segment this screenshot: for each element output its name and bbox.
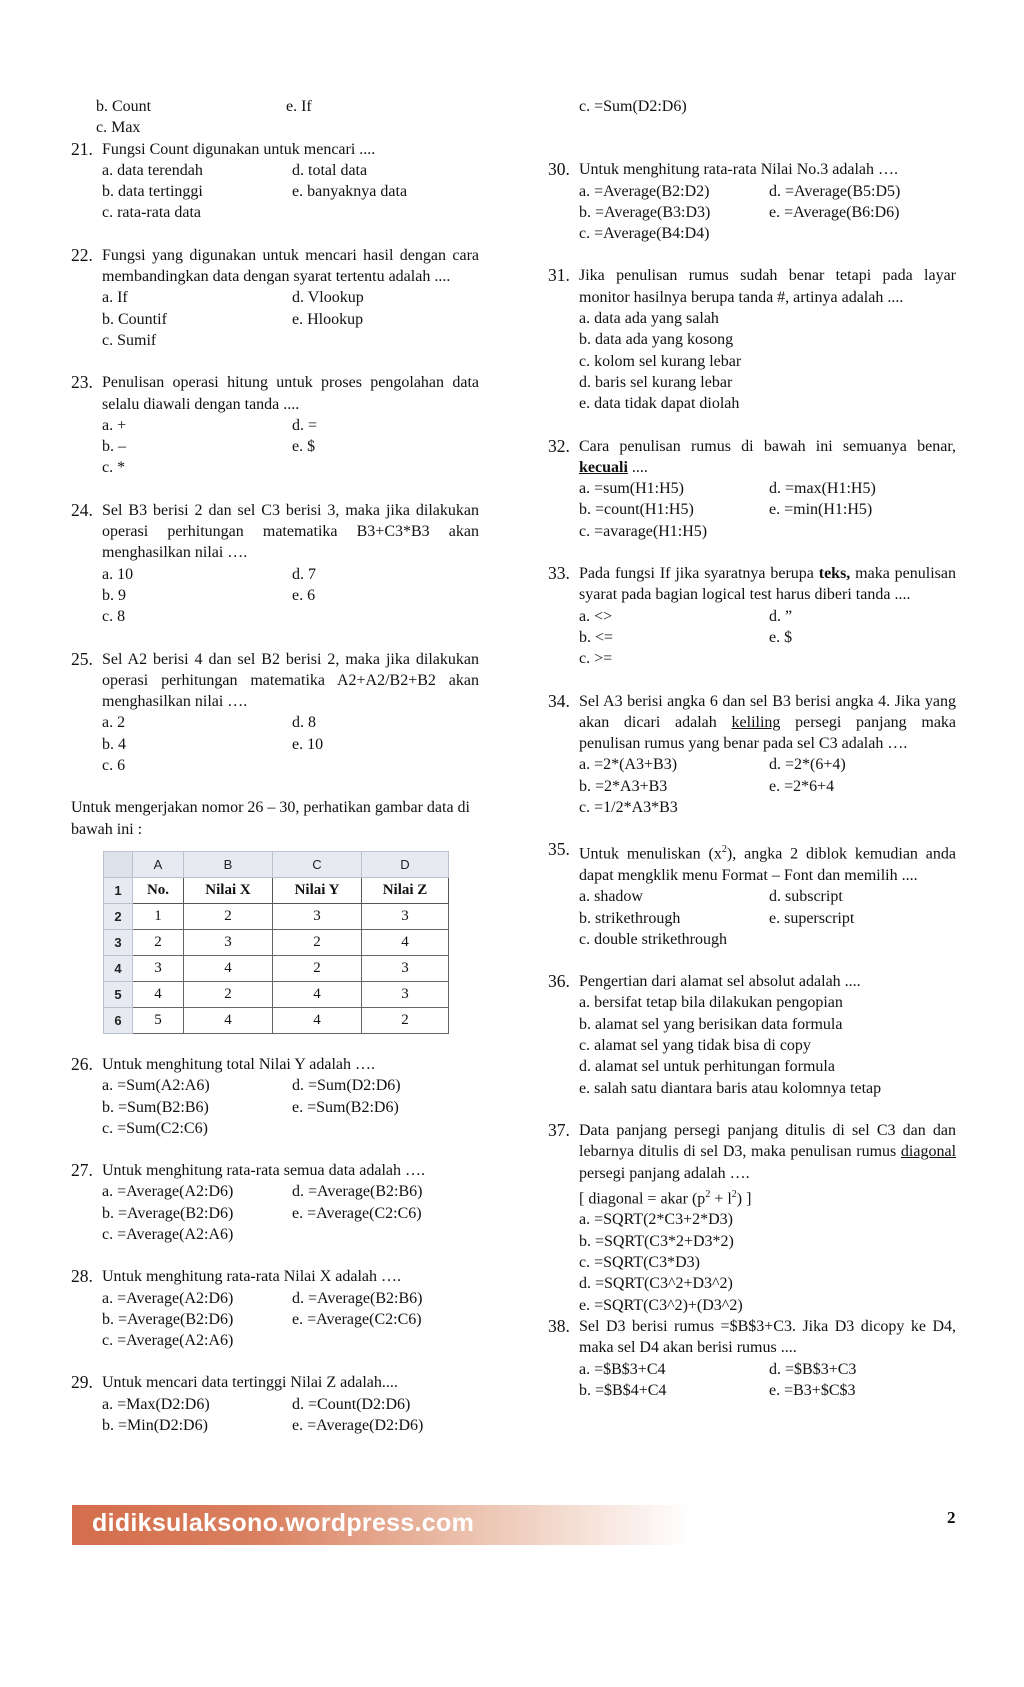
table-cell: 4 — [273, 981, 362, 1007]
question-32 — [548, 436, 956, 542]
column-header: B — [184, 851, 273, 877]
option: d. =2*(6+4) — [769, 756, 846, 774]
option: b. =Min(D2:D6) — [102, 1417, 208, 1435]
question-number: 22. — [71, 244, 93, 265]
option: a. 10 — [102, 565, 134, 583]
option: c. >= — [579, 650, 613, 668]
row-header: 2 — [104, 903, 133, 929]
question-number: 27. — [71, 1160, 93, 1181]
question-number: 23. — [71, 372, 93, 393]
question-number: 26. — [71, 1053, 93, 1074]
table-cell: 2 — [184, 981, 273, 1007]
option — [769, 223, 956, 244]
option: c. =Average(A2:A6) — [102, 1225, 234, 1243]
question-text — [579, 1120, 956, 1184]
table-cell: 2 — [362, 1007, 449, 1033]
option: c. kolom sel kurang lebar — [579, 352, 742, 370]
question-text: Fungsi yang digunakan untuk mencari hasil dengan cara membandingkan data dengan syarat tertentu adalah .... — [102, 246, 479, 286]
question-33 — [548, 563, 956, 669]
option: c. =1/2*A3*B3 — [579, 799, 678, 817]
option — [292, 755, 479, 776]
option: c. 8 — [102, 608, 126, 626]
option: c. =avarage(H1:H5) — [579, 522, 708, 540]
question-number: 32. — [548, 435, 570, 456]
question-number: 30. — [548, 159, 570, 180]
row-header: 5 — [104, 981, 133, 1007]
question-text: Untuk menghitung total Nilai Y adalah …. — [102, 1055, 375, 1073]
option: a. =SQRT(2*C3+2*D3) — [579, 1211, 733, 1229]
question-38 — [548, 1316, 956, 1401]
option: a. shadow — [579, 888, 643, 906]
table-cell: 3 — [362, 955, 449, 981]
option: b. =SQRT(C3*2+D3*2) — [579, 1232, 734, 1250]
option: a. =2*(A3+B3) — [579, 756, 678, 774]
text-part: Data panjang persegi panjang ditulis di sel C3 dan dan lebarnya ditulis di sel D3, maka penulisan rumus — [579, 1121, 956, 1161]
option: a. 2 — [102, 714, 126, 732]
emphasis-word: teks, — [818, 565, 851, 583]
row-header: 4 — [104, 955, 133, 981]
option: a. =Average(A2:D6) — [102, 1183, 234, 1201]
text-part: persegi panjang adalah …. — [579, 1164, 750, 1182]
table-cell: 3 — [133, 955, 184, 981]
question-22 — [71, 245, 479, 351]
text-part: maka penulisan syarat pada bagian logical test harus diberi tanda .... — [579, 565, 956, 604]
question-text: Sel B3 berisi 2 dan sel C3 berisi 3, maka jika dilakukan operasi perhitungan matematika B3+C3*B3 akan menghasilkan nilai …. — [102, 501, 479, 562]
underlined-word: keliling — [731, 713, 781, 731]
question-text — [579, 563, 956, 606]
text-part: [ diagonal = akar (p — [579, 1190, 706, 1208]
question-number: 38. — [548, 1315, 570, 1336]
row-header: 1 — [104, 877, 133, 903]
table-cell: 3 — [362, 981, 449, 1007]
option: b. data ada yang kosong — [579, 331, 734, 349]
option — [292, 202, 479, 223]
option: e. If — [286, 98, 312, 115]
option: d. =Average(B2:B6) — [292, 1183, 423, 1201]
underlined-word: diagonal — [900, 1143, 957, 1161]
question-27 — [71, 1160, 479, 1245]
table-cell: 2 — [273, 955, 362, 981]
question-25 — [71, 649, 479, 777]
option: c. Sumif — [102, 331, 157, 349]
option: a. bersifat tetap bila dilakukan pengopian — [579, 994, 843, 1012]
option: e. =Average(C2:C6) — [292, 1310, 422, 1328]
question-31 — [548, 265, 956, 414]
option: e. =Sum(B2:D6) — [292, 1098, 399, 1116]
question-text: Penulisan operasi hitung untuk proses pengolahan data selalu diawali dengan tanda .... — [102, 374, 479, 413]
option: e. =Average(B6:D6) — [769, 203, 900, 221]
option: d. =max(H1:H5) — [769, 480, 876, 498]
question-number: 28. — [71, 1266, 93, 1287]
page-number: 2 — [947, 1508, 956, 1527]
question-21 — [71, 139, 479, 224]
option: c. rata-rata data — [102, 204, 202, 222]
option — [769, 648, 956, 669]
option: a. data ada yang salah — [579, 310, 719, 328]
question-text — [579, 691, 956, 755]
option: b. =$B$4+C4 — [579, 1381, 667, 1399]
option: e. data tidak dapat diolah — [579, 395, 740, 413]
option: b. =count(H1:H5) — [579, 501, 694, 519]
option: e. $ — [769, 628, 793, 646]
option: a. =$B$3+C4 — [579, 1360, 666, 1378]
option: e. salah satu diantara baris atau kolomnya tetap — [579, 1079, 882, 1097]
table-cell: 4 — [184, 955, 273, 981]
option — [292, 457, 479, 478]
row-header: 3 — [104, 929, 133, 955]
option: e. =Average(C2:C6) — [292, 1204, 422, 1222]
option: d. =Sum(D2:D6) — [292, 1077, 401, 1095]
option: d. = — [292, 416, 318, 434]
option: a. =Average(A2:D6) — [102, 1289, 234, 1307]
question-number: 25. — [71, 648, 93, 669]
option: c. =Sum(D2:D6) — [579, 98, 687, 115]
option: b. =Average(B2:D6) — [102, 1204, 234, 1222]
option: c. =SQRT(C3*D3) — [579, 1254, 700, 1272]
option: c. =Average(A2:A6) — [102, 1332, 234, 1350]
option: e. 6 — [292, 586, 316, 604]
table-cell: 3 — [184, 929, 273, 955]
option: d. ” — [769, 607, 793, 625]
table-cell: 2 — [184, 903, 273, 929]
header-cell: No. — [133, 877, 184, 903]
option: b. 4 — [102, 735, 126, 753]
question-29-tail — [548, 96, 956, 117]
table-cell: 1 — [133, 903, 184, 929]
question-number: 24. — [71, 499, 93, 520]
question-text: Untuk menghitung rata-rata semua data adalah …. — [102, 1162, 425, 1180]
option: d. =Average(B2:B6) — [292, 1289, 423, 1307]
option: a. =Sum(A2:A6) — [102, 1077, 210, 1095]
question-36 — [548, 971, 956, 1099]
table-cell: 3 — [273, 903, 362, 929]
text-part: Cara penulisan rumus di bawah ini semuanya benar, — [579, 437, 956, 455]
option: d. Vlookup — [292, 289, 364, 307]
option: e. =SQRT(C3^2)+(D3^2) — [579, 1296, 743, 1314]
superscript: 2 — [721, 844, 727, 856]
option: e. 10 — [292, 735, 324, 753]
question-text — [579, 839, 956, 886]
emphasis-word: kecuali — [579, 458, 628, 476]
question-29 — [71, 1372, 479, 1436]
option: c. Max — [96, 119, 141, 137]
option: e. superscript — [769, 909, 855, 927]
question-text: Pengertian dari alamat sel absolut adalah .... — [579, 973, 861, 991]
question-text: Untuk menghitung rata-rata Nilai No.3 adalah …. — [579, 161, 899, 179]
question-34 — [548, 691, 956, 819]
option: b. Countif — [102, 310, 167, 328]
header-cell: Nilai Z — [362, 877, 449, 903]
question-37 — [548, 1120, 956, 1316]
option: e. Hlookup — [292, 310, 364, 328]
text-part: ) ] — [736, 1190, 752, 1208]
column-header: A — [133, 851, 184, 877]
text-part: Sel A3 berisi angka 6 dan sel B3 berisi angka 4. Jika yang akan dicari adalah — [579, 692, 956, 731]
option: e. =min(H1:H5) — [769, 501, 873, 519]
option: b. data tertinggi — [102, 183, 203, 201]
option — [769, 797, 956, 818]
question-text: Untuk menghitung rata-rata Nilai X adalah …. — [102, 1268, 402, 1286]
column-header: C — [273, 851, 362, 877]
formula-hint — [579, 1184, 956, 1210]
footer-site-name: didiksulaksono.wordpress.com — [92, 1509, 475, 1537]
table-cell: 4 — [184, 1007, 273, 1033]
option: d. 8 — [292, 714, 316, 732]
section-intro: Untuk mengerjakan nomor 26 – 30, perhatikan gambar data di bawah ini : — [71, 799, 470, 838]
question-number: 34. — [548, 690, 570, 711]
option: e. =Average(D2:D6) — [292, 1417, 424, 1435]
option: c. * — [102, 459, 126, 477]
question-number: 36. — [548, 971, 570, 992]
option: d. baris sel kurang lebar — [579, 373, 733, 391]
option: a. data terendah — [102, 161, 203, 179]
question-text: Sel A2 berisi 4 dan sel B2 berisi 2, maka jika dilakukan operasi perhitungan matematika A2+A2/B2+B2 akan menghasilkan nilai …. — [102, 650, 479, 711]
option — [769, 929, 956, 950]
table-cell: 2 — [273, 929, 362, 955]
column-header: D — [362, 851, 449, 877]
question-text: Untuk mencari data tertinggi Nilai Z adalah.... — [102, 1374, 398, 1392]
option: e. banyaknya data — [292, 183, 408, 201]
option: d. 7 — [292, 565, 316, 583]
question-number: 31. — [548, 265, 570, 286]
option: b. Count — [96, 98, 152, 115]
text-part: ), angka 2 diblok kemudian anda dapat mengklik menu Format – Font dan memilih .... — [579, 845, 957, 884]
spreadsheet-image — [103, 851, 449, 1034]
table-cell: 2 — [133, 929, 184, 955]
question-23 — [71, 372, 479, 478]
option: b. 9 — [102, 586, 126, 604]
question-35 — [548, 839, 956, 950]
header-cell: Nilai X — [184, 877, 273, 903]
option: b. =2*A3+B3 — [579, 777, 668, 795]
table-cell: 3 — [362, 903, 449, 929]
question-number: 29. — [71, 1372, 93, 1393]
superscript: 2 — [731, 1188, 737, 1200]
option: c. =Average(B4:D4) — [579, 225, 710, 243]
option — [292, 330, 479, 351]
option: d. =SQRT(C3^2+D3^2) — [579, 1275, 733, 1293]
text-part: persegi panjang maka penulisan rumus yang benar pada sel C3 adalah …. — [579, 713, 957, 753]
option — [292, 606, 479, 627]
option: e. =B3+$C$3 — [769, 1381, 856, 1399]
option: c. double strikethrough — [579, 930, 727, 948]
text-part: .... — [631, 458, 648, 476]
question-number: 37. — [548, 1119, 570, 1140]
option: c. 6 — [102, 757, 126, 775]
option: b. – — [102, 438, 126, 456]
option: e. $ — [292, 438, 316, 456]
option: a. =Max(D2:D6) — [102, 1395, 210, 1413]
question-20-tail — [71, 96, 479, 139]
question-26 — [71, 1054, 479, 1139]
option: d. =Average(B5:D5) — [769, 182, 901, 200]
option: b. =Sum(B2:B6) — [102, 1098, 209, 1116]
option — [292, 1224, 479, 1245]
text-part: Pada fungsi If jika syaratnya berupa — [579, 565, 814, 583]
option: b. =Average(B3:D3) — [579, 203, 711, 221]
text-part: Untuk menuliskan (x — [579, 845, 722, 863]
option: b. =Average(B2:D6) — [102, 1310, 234, 1328]
option: d. =$B$3+C3 — [769, 1360, 857, 1378]
option — [769, 521, 956, 542]
option: d. total data — [292, 161, 368, 179]
option: a. =Average(B2:D2) — [579, 182, 710, 200]
table-cell: 5 — [133, 1007, 184, 1033]
row-header: 6 — [104, 1007, 133, 1033]
option: b. <= — [579, 628, 614, 646]
option — [286, 117, 479, 138]
header-cell: Nilai Y — [273, 877, 362, 903]
question-text: Jika penulisan rumus sudah benar tetapi pada layar monitor hasilnya berupa tanda #, artinya adalah .... — [579, 267, 956, 306]
option — [292, 1118, 479, 1139]
sheet-corner — [104, 851, 133, 877]
option — [292, 1330, 479, 1351]
table-cell: 4 — [133, 981, 184, 1007]
superscript: 2 — [705, 1188, 711, 1200]
right-column — [548, 96, 956, 1401]
option: b. strikethrough — [579, 909, 681, 927]
question-number: 35. — [548, 839, 570, 860]
question-24 — [71, 500, 479, 628]
question-number: 21. — [71, 138, 93, 159]
option: d. =Count(D2:D6) — [292, 1395, 411, 1413]
option: d. alamat sel untuk perhitungan formula — [579, 1058, 835, 1076]
question-30 — [548, 159, 956, 244]
question-text: Sel D3 berisi rumus =$B$3+C3. Jika D3 dicopy ke D4, maka sel D4 akan berisi rumus .... — [579, 1317, 956, 1357]
option: a. + — [102, 416, 127, 434]
option: d. subscript — [769, 888, 843, 906]
option: a. <> — [579, 607, 613, 625]
option: e. =2*6+4 — [769, 777, 835, 795]
table-cell: 4 — [273, 1007, 362, 1033]
left-column — [71, 96, 479, 1436]
question-text — [579, 436, 956, 479]
table-cell: 4 — [362, 929, 449, 955]
question-28 — [71, 1266, 479, 1351]
option: a. =sum(H1:H5) — [579, 480, 685, 498]
question-number: 33. — [548, 563, 570, 584]
question-text: Fungsi Count digunakan untuk mencari .... — [102, 140, 376, 158]
option: a. If — [102, 289, 128, 307]
option: b. alamat sel yang berisikan data formula — [579, 1015, 843, 1033]
option: c. alamat sel yang tidak bisa di copy — [579, 1037, 811, 1055]
text-part: + l — [710, 1190, 732, 1208]
option: c. =Sum(C2:C6) — [102, 1119, 208, 1137]
